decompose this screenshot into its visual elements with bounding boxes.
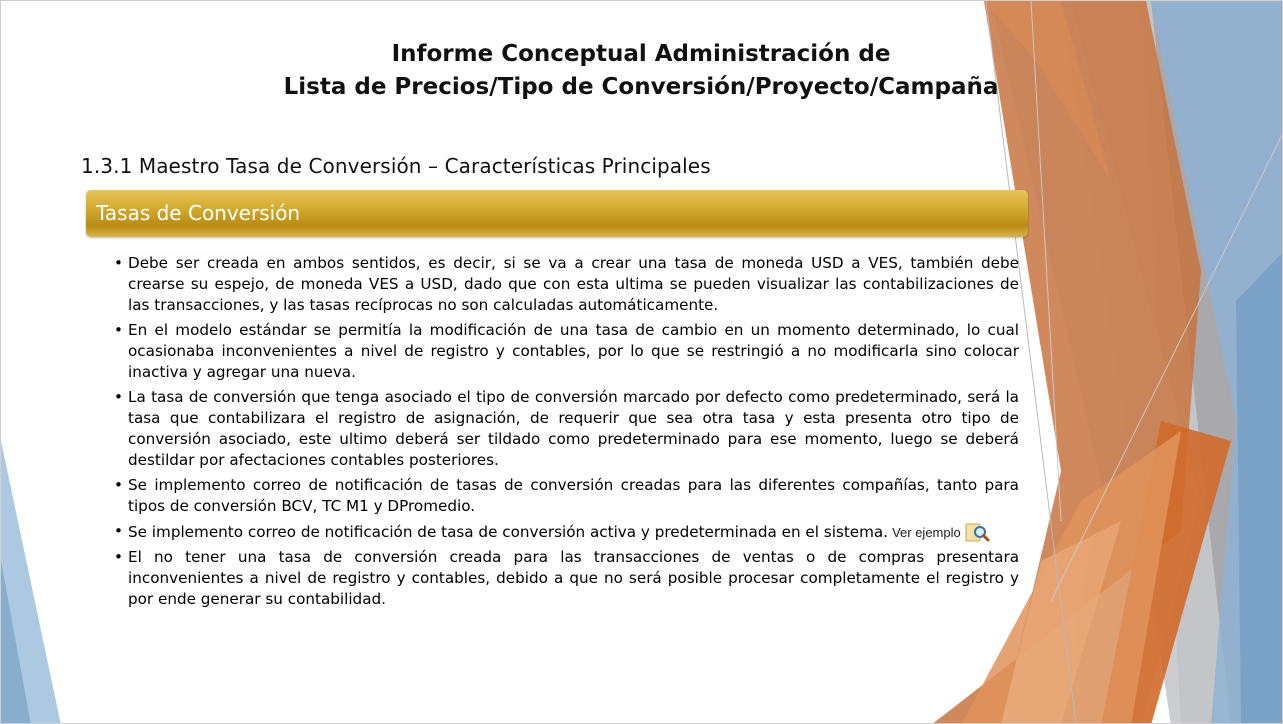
- bullet-text: Debe ser creada en ambos sentidos, es decir, si se va a crear una tasa de moneda USD a VES, también debe crearse su espejo, de moneda VES a USD, dado que con esta ultima se pueden visualizar las contabilizaciones de las transacciones, y las tasas recíprocas no son calculadas automáticamente.: [128, 254, 1019, 314]
- bullet-text: En el modelo estándar se permitía la modificación de una tasa de cambio en un momento determinado, lo cual ocasionaba inconvenientes a nivel de registro y contables, por lo que se restringió a no modificarla sino colocar inactiva y agregar una nueva.: [128, 321, 1019, 381]
- list-item: [114, 253, 1019, 316]
- bullet-list: [114, 253, 1019, 614]
- bullet-marker: •: [114, 548, 123, 566]
- list-item: [114, 547, 1019, 610]
- bullet-marker: •: [114, 476, 123, 494]
- bullet-text: Se implemento correo de notificación de tasas de conversión creadas para las diferentes compañías, tanto para tipos de conversión BCV, TC M1 y DPromedio.: [128, 476, 1019, 515]
- list-item: [114, 320, 1019, 383]
- bullet-text: La tasa de conversión que tenga asociado el tipo de conversión marcado por defecto como predeterminado, será la tasa que contabilizara el registro de asignación, de requerir que sea otra tasa y esta presenta otro tipo de conversión asociado, este ultimo deberá ser tildado como predeterminado para ese momento, luego se deberá destildar por afectaciones contables posteriores.: [128, 388, 1019, 469]
- list-item: [114, 475, 1019, 517]
- example-link[interactable]: Ver ejemplo: [892, 525, 961, 540]
- section-banner: [86, 190, 1028, 237]
- bullet-marker: •: [114, 388, 123, 406]
- bullet-marker: •: [114, 321, 123, 339]
- bullet-text: El no tener una tasa de conversión creada para las transacciones de ventas o de compras presentara inconvenientes a nivel de registro y contables, debido a que no será posible procesar completamente el registro y por ende generar su contabilidad.: [128, 548, 1019, 608]
- title-line-1: Informe Conceptual Administración de: [391, 41, 891, 67]
- banner-label: Tasas de Conversión: [96, 201, 301, 225]
- bullet-text: Se implemento correo de notificación de tasa de conversión activa y predeterminada en el sistema.: [128, 523, 889, 541]
- list-item: [114, 387, 1019, 471]
- list-item: [114, 521, 1019, 543]
- magnifier-icon[interactable]: [965, 521, 991, 543]
- bullet-marker: •: [114, 522, 123, 540]
- bullet-marker: •: [114, 254, 123, 272]
- section-title: 1.3.1 Maestro Tasa de Conversión – Características Principales: [81, 154, 711, 178]
- title-line-2: Lista de Precios/Tipo de Conversión/Proyecto/Campaña: [283, 74, 999, 100]
- slide-title: [201, 38, 1081, 104]
